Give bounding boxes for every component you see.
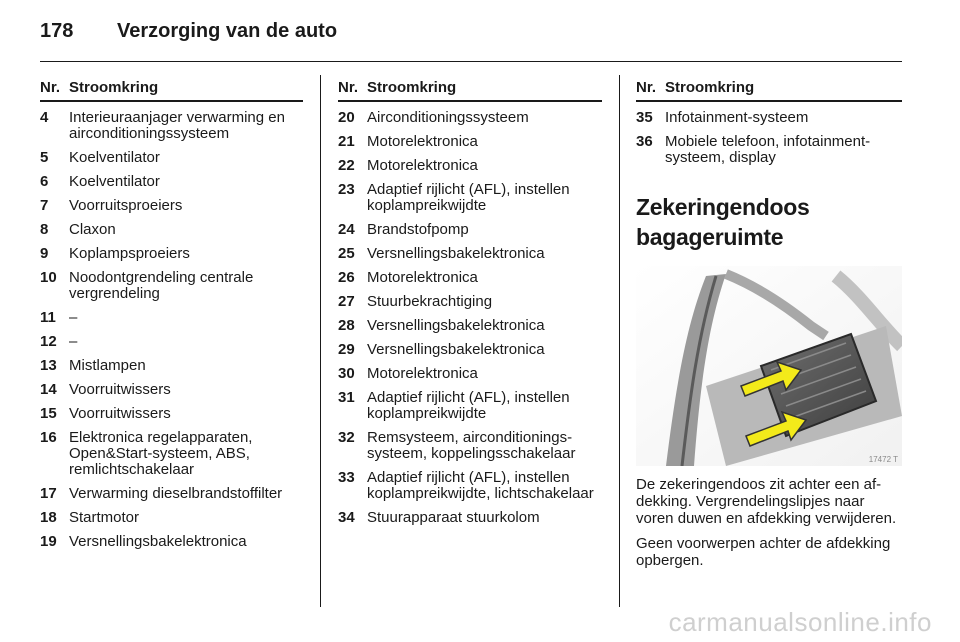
circuit-name: Mistlampen [69, 357, 146, 374]
circuit-name: Versnellingsbakelektronica [367, 317, 545, 334]
fuse-table-column-1 [40, 78, 303, 550]
fuse-number: 34 [338, 509, 355, 526]
fuse-number: 11 [40, 309, 56, 326]
column-divider-1 [320, 75, 321, 607]
table-row [338, 470, 602, 502]
fuse-number: 21 [338, 133, 355, 150]
circuit-name: Stuurapparaat stuurkolom [367, 509, 540, 526]
table-row [636, 110, 902, 126]
circuit-name: Versnellingsbakelektronica [69, 533, 247, 550]
fuse-number: 32 [338, 429, 355, 446]
table-row [338, 390, 602, 422]
section-title-line-2: bagageruimte [636, 224, 784, 250]
fuse-number: 30 [338, 365, 355, 382]
fuse-number: 4 [40, 109, 49, 126]
table-row [40, 510, 303, 526]
circuit-name: Motorelektronica [367, 157, 478, 174]
circuit-name: Mobiele telefoon, infotainmentsysteem, display [665, 133, 871, 166]
nr-header: Nr. [40, 79, 61, 96]
fuse-number: 31 [338, 389, 355, 406]
table-row [338, 158, 602, 174]
table-row [338, 134, 602, 150]
circuit-name: Adaptief rijlicht (AFL), instellen koplampreikwijdte [367, 389, 570, 422]
fuse-number: 29 [338, 341, 355, 358]
fuse-number: 36 [636, 133, 653, 150]
table-row [338, 318, 602, 334]
fuse-number: 28 [338, 317, 355, 334]
fuse-number: 26 [338, 269, 355, 286]
table-row [40, 382, 303, 398]
table-row [636, 134, 902, 166]
fuse-number: 22 [338, 157, 355, 174]
circuit-name: Brandstofpomp [367, 221, 469, 238]
fuse-table-column-2 [338, 78, 602, 526]
column-divider-2 [619, 75, 620, 607]
fuse-number: 17 [40, 485, 57, 502]
table-row [338, 510, 602, 526]
figure-code: 17472 T [868, 455, 898, 464]
circuit-name: Versnellingsbakelektronica [367, 341, 545, 358]
fuse-number: 35 [636, 109, 653, 126]
table-row [40, 246, 303, 262]
table-rows [636, 110, 902, 166]
fuse-number: 10 [40, 269, 57, 286]
fuse-number: 5 [40, 149, 49, 166]
fuse-number: 15 [40, 405, 57, 422]
table-row [338, 366, 602, 382]
table-row [338, 430, 602, 462]
circuit-name: Startmotor [69, 509, 140, 526]
table-row [40, 198, 303, 214]
fuse-box-illustration [636, 266, 902, 466]
paragraph: De zekeringendoos zit achter een afdekking. Vergrendelingslipjes naar voren duwen en afdekking verwijderen. [636, 476, 897, 527]
fuse-number: 9 [40, 245, 49, 262]
circuit-name: Adaptief rijlicht (AFL), instellen koplampreikwijdte [367, 181, 570, 214]
circuit-name: Voorruitwissers [69, 405, 171, 422]
table-header [338, 78, 602, 102]
nr-header: Nr. [636, 79, 657, 96]
circuit-name: Motorelektronica [367, 365, 478, 382]
circuit-name: Motorelektronica [367, 133, 478, 150]
circuit-name: Stuurbekrachtiging [367, 293, 493, 310]
table-row [40, 150, 303, 166]
circuit-header: Stroomkring [665, 79, 755, 96]
fuse-number: 7 [40, 197, 49, 214]
fuse-number: 18 [40, 509, 57, 526]
table-header [636, 78, 902, 102]
circuit-name: Noodontgrendeling centrale vergrendeling [69, 269, 254, 302]
circuit-name: Voorruitwissers [69, 381, 171, 398]
circuit-name: Infotainment-systeem [665, 109, 809, 126]
fuse-number: 20 [338, 109, 355, 126]
nr-header: Nr. [338, 79, 359, 96]
circuit-name: Remsysteem, airconditioningssysteem, koppelingsschakelaar [367, 429, 576, 462]
circuit-header: Stroomkring [367, 79, 457, 96]
fuse-number: 33 [338, 469, 355, 486]
fuse-number: 24 [338, 221, 355, 238]
paragraph: Geen voorwerpen achter de afdekking opbergen. [636, 535, 891, 569]
fuse-number: 19 [40, 533, 57, 550]
table-rows [338, 110, 602, 526]
table-row [338, 294, 602, 310]
table-row [338, 270, 602, 286]
section-title [636, 192, 902, 252]
fuse-number: 8 [40, 221, 49, 238]
table-row [40, 358, 303, 374]
table-row [40, 222, 303, 238]
table-row [40, 270, 303, 302]
fuse-number: 25 [338, 245, 355, 262]
circuit-name: Interieuraanjager verwarming en airconditioningssysteem [69, 109, 285, 142]
page-number: 178 [40, 20, 74, 42]
circuit-name: Koplampsproeiers [69, 245, 190, 262]
fuse-number: 14 [40, 381, 57, 398]
fuse-number: 23 [338, 181, 355, 198]
table-row [40, 310, 303, 326]
circuit-name: – [69, 333, 78, 350]
table-row [40, 430, 303, 478]
fuse-table-column-3 [636, 78, 902, 569]
circuit-header: Stroomkring [69, 79, 159, 96]
fuse-number: 27 [338, 293, 355, 310]
circuit-name: Koelventilator [69, 173, 160, 190]
circuit-name: Claxon [69, 221, 116, 238]
circuit-name: Verwarming dieselbrandstoffilter [69, 485, 283, 502]
table-rows [40, 110, 303, 550]
page-title: Verzorging van de auto [117, 20, 338, 42]
section-title-line-1: Zekeringendoos [636, 194, 810, 220]
table-row [40, 534, 303, 550]
table-row [40, 174, 303, 190]
table-row [338, 110, 602, 126]
table-row [338, 246, 602, 262]
table-header [40, 78, 303, 102]
fuse-number: 12 [40, 333, 57, 350]
circuit-name: Motorelektronica [367, 269, 478, 286]
circuit-name: Voorruitsproeiers [69, 197, 183, 214]
fuse-number: 16 [40, 429, 57, 446]
table-row [338, 342, 602, 358]
watermark: carmanualsonline.info [668, 607, 932, 637]
header-rule [40, 61, 902, 62]
fuse-number: 13 [40, 357, 57, 374]
table-row [40, 334, 303, 350]
table-row [40, 486, 303, 502]
fuse-number: 6 [40, 173, 49, 190]
circuit-name: Elektronica regelapparaten, Open&Start-systeem, ABS, remlichtschakelaar [69, 429, 253, 478]
circuit-name: Versnellingsbakelektronica [367, 245, 545, 262]
circuit-name: Koelventilator [69, 149, 160, 166]
circuit-name: Airconditioningssysteem [367, 109, 529, 126]
circuit-name: Adaptief rijlicht (AFL), instellen koplampreikwijdte, lichtschakelaar [367, 469, 594, 502]
table-row [338, 222, 602, 238]
table-row [40, 110, 303, 142]
table-row [338, 182, 602, 214]
circuit-name: – [69, 309, 78, 326]
table-row [40, 406, 303, 422]
